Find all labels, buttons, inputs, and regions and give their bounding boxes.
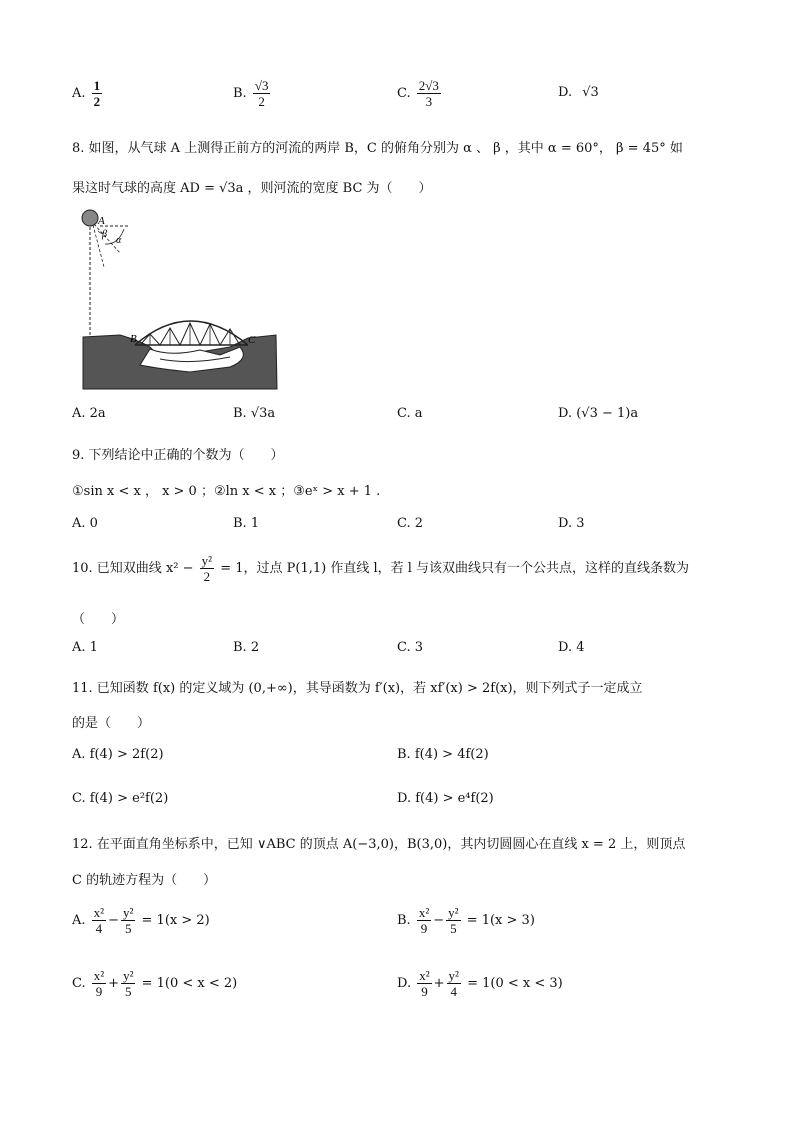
q7-option-a — [72, 78, 104, 109]
numerator: y² — [123, 968, 134, 983]
fraction — [417, 905, 431, 936]
numerator: y² — [448, 905, 459, 920]
q9-option-b: B. 1 — [233, 516, 260, 531]
q9-option-a: A. 0 — [72, 516, 98, 531]
fraction — [92, 905, 106, 936]
q8-option-b: B. √3a — [233, 406, 276, 421]
q9-option-d: D. 3 — [558, 516, 585, 531]
operator: − — [108, 913, 119, 928]
q12-stem-line2: C 的轨迹方程为（ ） — [72, 873, 217, 888]
denominator: 5 — [450, 921, 457, 936]
denominator: 2 — [203, 569, 211, 584]
q7-option-b — [233, 78, 272, 109]
fraction — [447, 968, 461, 999]
q8-option-c: C. a — [397, 406, 423, 421]
q8-stem-line1: 8. 如图，从气球 A 上测得正前方的河流的两岸 B，C 的俯角分别为 α 、 β ，其中 α = 60°， β = 45° 如 — [72, 141, 683, 156]
q10-option-a: A. 1 — [72, 640, 98, 655]
equation-tail: = 1(0 < x < 3) — [467, 976, 563, 991]
option-label: C. — [397, 86, 411, 101]
numerator: y² — [448, 968, 459, 983]
label-a: A — [98, 215, 105, 227]
option-text: √3 — [582, 85, 599, 100]
q12-option-a — [72, 905, 210, 936]
denominator: 5 — [125, 984, 132, 999]
option-label: D. — [558, 85, 573, 100]
option-label: C. — [72, 976, 86, 991]
balloon-river-diagram — [80, 207, 280, 392]
balloon-shape — [82, 210, 98, 226]
equation-tail: = 1(x > 2) — [141, 913, 210, 928]
q11-stem-line1: 11. 已知函数 f(x) 的定义域为 (0,+∞)，其导函数为 f′(x)，若 xf′(x) > 2f(x)，则下列式子一定成立 — [72, 681, 643, 696]
q9-option-c: C. 2 — [397, 516, 424, 531]
option-label: A. — [72, 86, 86, 101]
bridge-arch — [135, 321, 248, 345]
numerator: x² — [93, 968, 105, 983]
q8-option-d: D. (√3 − 1)a — [558, 406, 639, 421]
q7-option-c — [397, 78, 443, 109]
q12-stem-line1: 12. 在平面直角坐标系中，已知 ∨ABC 的顶点 A(−3,0)，B(3,0)，其内切圆圆心在直线 x = 2 上，则顶点 — [72, 837, 686, 852]
denominator: 4 — [95, 921, 103, 936]
q10-option-c: C. 3 — [397, 640, 424, 655]
fraction — [92, 968, 106, 999]
fraction — [92, 78, 103, 109]
operator: + — [108, 976, 120, 991]
q11-stem-line2: 的是（ ） — [72, 716, 151, 731]
fraction — [417, 78, 441, 109]
label-c: C — [248, 334, 256, 346]
q10-option-b: B. 2 — [233, 640, 260, 655]
numerator: x² — [93, 905, 105, 920]
q12-option-c — [72, 968, 237, 999]
fraction — [121, 968, 135, 999]
q12-option-b — [397, 905, 535, 936]
denominator: 5 — [124, 921, 132, 936]
denominator: 2 — [93, 94, 101, 109]
option-label: D. — [397, 976, 412, 991]
equation-tail: = 1(0 < x < 2) — [141, 976, 238, 991]
q11-option-a: A. f(4) > 2f(2) — [72, 747, 164, 762]
q11-option-c: C. f(4) > e²f(2) — [72, 791, 169, 806]
balloon-river-figure — [80, 207, 280, 392]
q10-stem-line2: （ ） — [72, 612, 125, 627]
label-beta: β — [102, 229, 107, 240]
fraction — [417, 968, 431, 999]
denominator: 2 — [258, 94, 265, 109]
q8-stem-line2: 果这时气球的高度 AD = √3a ，则河流的宽度 BC 为（ ） — [72, 181, 432, 196]
numerator: √3 — [254, 78, 269, 93]
q11-option-d: D. f(4) > e⁴f(2) — [397, 791, 494, 806]
denominator: 9 — [95, 984, 103, 999]
numerator: x² — [418, 905, 430, 920]
q10-option-d: D. 4 — [558, 640, 585, 655]
label-alpha: α — [116, 235, 122, 246]
q11-option-b: B. f(4) > 4f(2) — [397, 747, 489, 762]
q10-stem-line1 — [72, 553, 689, 584]
option-label: A. — [72, 913, 86, 928]
numerator: y² — [201, 553, 213, 568]
option-label: B. — [397, 913, 411, 928]
denominator: 4 — [450, 984, 457, 999]
q8-option-a: A. 2a — [72, 406, 106, 421]
q7-option-d — [558, 85, 599, 100]
q9-stem-line2: ①sin x < x ， x > 0 ；②ln x < x ；③eˣ > x + 1 . — [72, 484, 381, 499]
denominator: 9 — [420, 921, 428, 936]
denominator: 3 — [425, 94, 433, 109]
q10-stem-post: = 1，过点 P(1,1) 作直线 l，若 l 与该双曲线只有一个公共点，这样的直线条数为 — [220, 561, 690, 576]
q10-stem-pre: 10. 已知双曲线 x² − — [72, 561, 194, 576]
operator: − — [433, 913, 445, 928]
fraction — [200, 553, 214, 584]
numerator: 2√3 — [418, 78, 439, 93]
numerator: y² — [122, 905, 134, 920]
equation-tail: = 1(x > 3) — [466, 913, 535, 928]
numerator: x² — [419, 968, 430, 983]
q9-stem-line1: 9. 下列结论中正确的个数为（ ） — [72, 448, 284, 463]
label-b: B — [130, 333, 137, 345]
fraction — [121, 905, 135, 936]
numerator: 1 — [93, 78, 101, 93]
denominator: 9 — [421, 984, 428, 999]
fraction — [446, 905, 460, 936]
operator: + — [433, 976, 445, 991]
option-label: B. — [233, 86, 247, 101]
q12-option-d — [397, 968, 563, 999]
fraction — [253, 78, 271, 109]
